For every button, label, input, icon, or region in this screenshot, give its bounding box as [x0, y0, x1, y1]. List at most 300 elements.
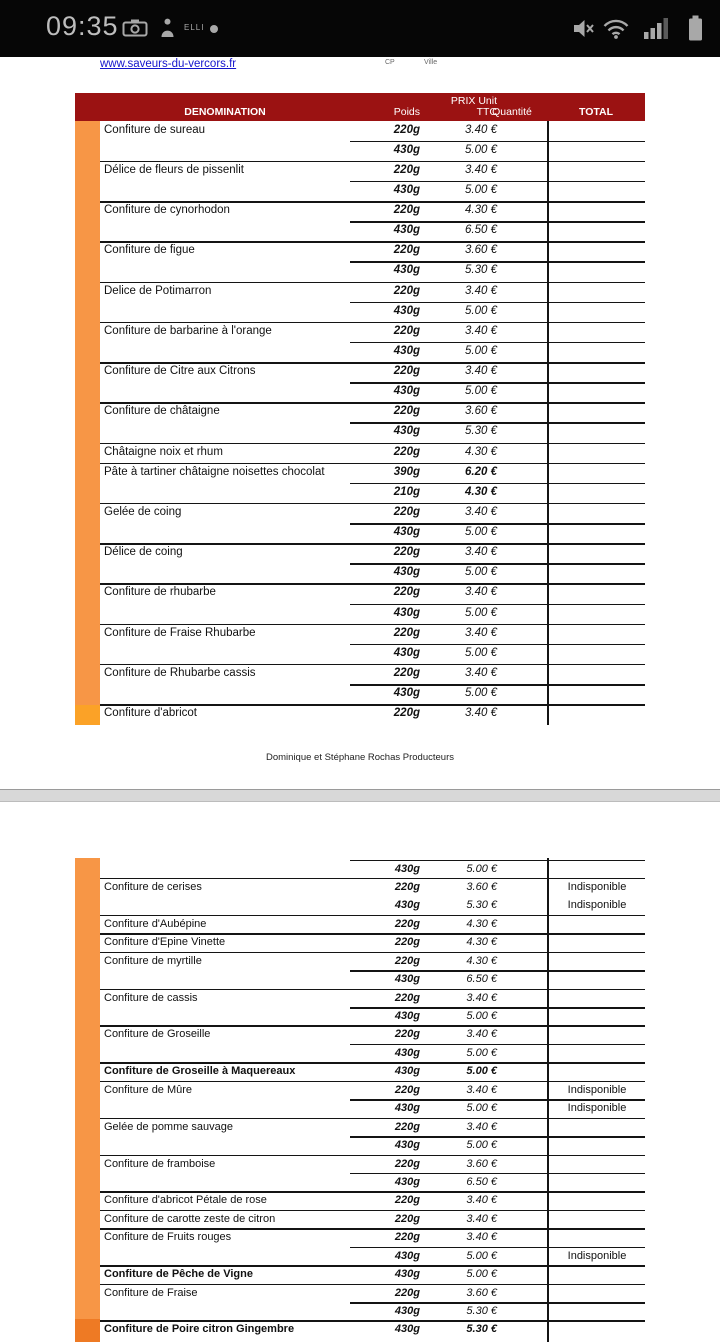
- weight-cell: 220g: [393, 445, 420, 458]
- table-body: [75, 860, 645, 1339]
- weight-cell: 430g: [393, 566, 420, 579]
- unit-price-cell: 3.40 €: [465, 284, 497, 297]
- product-name-cell: Confiture d'Aubépine: [104, 917, 207, 930]
- total-cell: [552, 1026, 642, 1029]
- unit-price-cell: 3.40 €: [466, 1231, 497, 1244]
- table-row: [75, 282, 645, 302]
- unit-price-cell: 5.00 €: [466, 1046, 497, 1059]
- table-row: [75, 161, 645, 181]
- weight-cell: 430g: [394, 862, 420, 875]
- table-row: [75, 664, 645, 684]
- unit-price-cell: 3.40 €: [465, 324, 497, 337]
- total-cell: [552, 443, 642, 446]
- weight-cell: 430g: [393, 304, 420, 317]
- weight-cell: 220g: [393, 163, 420, 176]
- person-icon: [160, 18, 175, 42]
- unit-price-cell: 4.30 €: [466, 936, 497, 949]
- header-total: TOTAL: [578, 106, 614, 118]
- product-name-cell: Confiture de Fraise Rhubarbe: [104, 626, 256, 639]
- total-cell: [552, 483, 642, 486]
- unit-price-cell: 3.40 €: [466, 1120, 497, 1133]
- unit-price-cell: 3.60 €: [466, 1157, 497, 1170]
- product-name-cell: Confiture de rhubarbe: [104, 586, 216, 599]
- weight-cell: 220g: [393, 505, 420, 518]
- product-name-cell: Confiture de Groseille à Maquereaux: [104, 1065, 296, 1078]
- unit-price-cell: 5.00 €: [465, 606, 497, 619]
- unit-price-cell: 5.00 €: [465, 344, 497, 357]
- unit-price-cell: 5.00 €: [465, 566, 497, 579]
- unit-price-cell: 3.40 €: [465, 123, 497, 136]
- product-name-cell: Confiture d'abricot Pétale de rose: [104, 1194, 267, 1207]
- table-row: [75, 915, 645, 933]
- table-row: [75, 644, 645, 664]
- weight-cell: 220g: [394, 1028, 420, 1041]
- unit-price-cell: 3.40 €: [466, 1194, 497, 1207]
- unit-price-cell: 5.00 €: [466, 1139, 497, 1152]
- table-row: [75, 989, 645, 1007]
- total-cell: [552, 1155, 642, 1158]
- total-cell: [552, 1229, 642, 1232]
- weight-cell: 220g: [394, 1120, 420, 1133]
- sound-muted-icon: [572, 18, 595, 44]
- table-row: [75, 403, 645, 423]
- table-header: [75, 93, 645, 121]
- weight-cell: 430g: [394, 1305, 420, 1317]
- unit-price-cell: 5.00 €: [465, 304, 497, 317]
- table-row: [75, 878, 645, 896]
- unit-price-cell: 5.00 €: [465, 183, 497, 196]
- table-row: [75, 1192, 645, 1210]
- weight-cell: 430g: [394, 1102, 420, 1115]
- product-name-cell: Confiture de Groseille: [104, 1028, 211, 1041]
- unit-price-cell: 5.30 €: [466, 1323, 497, 1336]
- table-row: [75, 624, 645, 644]
- product-name-cell: [104, 1173, 354, 1176]
- total-cell: [552, 685, 642, 688]
- weight-cell: 430g: [394, 1323, 420, 1336]
- table-row: [75, 1247, 645, 1265]
- weight-cell: 430g: [393, 344, 420, 357]
- weight-cell: 220g: [393, 204, 420, 216]
- table-row: [75, 971, 645, 989]
- notification-dot: [210, 25, 218, 33]
- weight-cell: 220g: [393, 123, 420, 136]
- total-cell: [552, 1008, 642, 1011]
- total-cell: [552, 1063, 642, 1066]
- table-row: [75, 1303, 645, 1321]
- table-row: [75, 1137, 645, 1155]
- table-row: [75, 524, 645, 544]
- unit-price-cell: 3.40 €: [465, 707, 497, 720]
- total-cell: [552, 1137, 642, 1140]
- weight-cell: 430g: [394, 1046, 420, 1059]
- unit-price-cell: 3.40 €: [465, 163, 497, 176]
- product-name-cell: [104, 604, 354, 607]
- table-row: [75, 860, 645, 878]
- unit-price-cell: 3.40 €: [465, 546, 497, 559]
- table-row: [75, 262, 645, 282]
- table-row: [75, 1173, 645, 1191]
- total-cell: [552, 202, 642, 205]
- unit-price-cell: 4.30 €: [466, 917, 497, 930]
- total-cell: [552, 141, 642, 144]
- table-row: [75, 1266, 645, 1284]
- table-row: [75, 1063, 645, 1081]
- total-cell: [552, 524, 642, 527]
- unit-price-cell: 5.00 €: [465, 526, 497, 538]
- total-cell: [552, 383, 642, 386]
- battery-icon: [688, 15, 703, 46]
- clock: 09:35: [46, 11, 119, 41]
- product-name-cell: Confiture d'abricot: [104, 707, 197, 720]
- weight-cell: 430g: [393, 526, 420, 538]
- unit-price-cell: 3.60 €: [466, 880, 497, 893]
- total-cell: [552, 1118, 642, 1121]
- unit-price-cell: 6.50 €: [465, 224, 497, 237]
- product-name-cell: Confiture de Pêche de Vigne: [104, 1268, 253, 1281]
- weight-cell: 430g: [394, 1268, 420, 1281]
- table-row: [75, 463, 645, 483]
- total-cell: [552, 1266, 642, 1269]
- table-row: [75, 1155, 645, 1173]
- product-name-cell: [104, 897, 354, 900]
- total-cell: [552, 342, 642, 345]
- weight-cell: 220g: [394, 1194, 420, 1207]
- page-separator: [0, 789, 720, 802]
- unit-price-cell: 5.00 €: [465, 687, 497, 699]
- total-cell: Indisponible: [567, 899, 627, 912]
- table-row: [75, 242, 645, 262]
- product-name-cell: [104, 644, 354, 647]
- product-name-cell: Délice de coing: [104, 546, 183, 559]
- camera-icon: [122, 19, 148, 42]
- table-row: [75, 934, 645, 952]
- table-row: [75, 1321, 645, 1339]
- weight-cell: 220g: [393, 405, 420, 418]
- product-name-cell: Confiture de Fraise: [104, 1286, 198, 1299]
- product-name-cell: Delice de Potimarron: [104, 284, 212, 297]
- weight-cell: 220g: [393, 586, 420, 599]
- ville-label: Ville: [424, 59, 438, 66]
- total-cell: [552, 705, 642, 708]
- product-name-cell: [104, 222, 354, 225]
- total-cell: [552, 1192, 642, 1195]
- table-row: [75, 423, 645, 443]
- total-cell: [552, 584, 642, 587]
- weight-cell: 430g: [394, 1065, 420, 1078]
- total-cell: [552, 222, 642, 225]
- product-name-cell: Confiture de cassis: [104, 991, 198, 1004]
- table-row: [75, 1284, 645, 1302]
- table-row: [75, 897, 645, 915]
- table-row: [75, 952, 645, 970]
- unit-price-cell: 6.20 €: [465, 465, 497, 478]
- unit-price-cell: 6.50 €: [466, 973, 497, 986]
- table-row: [75, 302, 645, 322]
- total-cell: [552, 644, 642, 647]
- weight-cell: 220g: [394, 1083, 420, 1096]
- weight-cell: 430g: [394, 899, 420, 912]
- total-cell: Indisponible: [567, 880, 627, 893]
- cp-label: CP: [385, 59, 395, 66]
- product-name-cell: [104, 524, 354, 527]
- total-cell: [552, 262, 642, 265]
- weight-cell: 220g: [394, 1286, 420, 1299]
- table-row: [75, 1100, 645, 1118]
- weight-cell: 220g: [394, 954, 420, 967]
- unit-price-cell: 3.40 €: [466, 1083, 497, 1096]
- unit-price-cell: 5.00 €: [466, 862, 497, 875]
- total-cell: [552, 161, 642, 164]
- product-name-cell: [104, 971, 354, 974]
- unit-price-cell: 5.00 €: [465, 385, 497, 398]
- total-cell: [552, 989, 642, 992]
- product-name-cell: Confiture de Rhubarbe cassis: [104, 666, 256, 679]
- table-row: [75, 1229, 645, 1247]
- total-cell: [552, 564, 642, 567]
- weight-cell: 430g: [393, 143, 420, 156]
- signal-icon: [644, 17, 670, 44]
- weight-cell: 430g: [393, 646, 420, 659]
- unit-price-cell: 4.30 €: [465, 485, 497, 498]
- unit-price-cell: 5.30 €: [466, 899, 497, 912]
- unit-price-cell: 4.30 €: [465, 445, 497, 458]
- product-name-cell: [104, 141, 354, 144]
- product-name-cell: Confiture de framboise: [104, 1157, 216, 1170]
- product-name-cell: Confiture de sureau: [104, 123, 206, 136]
- header-poids: Poids: [393, 106, 420, 118]
- total-cell: [552, 1321, 642, 1324]
- unit-price-cell: 5.30 €: [465, 264, 497, 277]
- product-name-cell: Confiture de figue: [104, 244, 195, 257]
- product-name-cell: Châtaigne noix et rhum: [104, 445, 223, 458]
- wifi-icon: [602, 18, 630, 44]
- table-row: [75, 685, 645, 705]
- table-row: [75, 202, 645, 222]
- table-row: [75, 1026, 645, 1044]
- weight-cell: 220g: [393, 707, 420, 720]
- total-cell: [552, 302, 642, 305]
- total-cell: [552, 934, 642, 937]
- unit-price-cell: 4.30 €: [465, 204, 497, 216]
- table-body: [75, 121, 645, 725]
- table-row: [75, 1081, 645, 1099]
- table-row: [75, 503, 645, 523]
- total-cell: Indisponible: [567, 1083, 627, 1096]
- product-name-cell: [104, 1044, 354, 1047]
- weight-cell: 430g: [393, 425, 420, 438]
- total-cell: Indisponible: [567, 1249, 627, 1262]
- weight-cell: 430g: [393, 687, 420, 699]
- table-row: [75, 705, 645, 725]
- notification-text: ELLI: [184, 23, 205, 32]
- product-name-cell: Confiture de Citre aux Citrons: [104, 365, 256, 377]
- product-name-cell: Gelée de pomme sauvage: [104, 1120, 234, 1133]
- unit-price-cell: 3.60 €: [465, 405, 497, 418]
- table-row: [75, 1118, 645, 1136]
- unit-price-cell: 5.00 €: [465, 143, 497, 156]
- status-bar: [0, 0, 720, 57]
- table-row: [75, 383, 645, 403]
- unit-price-cell: 3.40 €: [465, 505, 497, 518]
- weight-cell: 220g: [394, 936, 420, 949]
- product-name-cell: [104, 342, 354, 345]
- product-name-cell: [104, 302, 354, 305]
- weight-cell: 430g: [394, 973, 420, 986]
- total-cell: [552, 1210, 642, 1213]
- table-row: [75, 322, 645, 342]
- header-quantite: Quantité: [492, 106, 532, 118]
- weight-cell: 220g: [393, 546, 420, 559]
- unit-price-cell: 3.40 €: [465, 586, 497, 599]
- product-name-cell: [104, 860, 354, 863]
- price-table-page-1: [75, 93, 645, 725]
- unit-price-cell: 3.40 €: [465, 626, 497, 639]
- product-name-cell: [104, 181, 354, 184]
- product-name-cell: [104, 423, 354, 426]
- weight-cell: 220g: [394, 917, 420, 930]
- unit-price-cell: 5.00 €: [466, 1102, 497, 1115]
- total-cell: [552, 1044, 642, 1047]
- total-cell: [552, 181, 642, 184]
- weight-cell: 430g: [393, 224, 420, 237]
- product-name-cell: [104, 1137, 354, 1140]
- total-cell: [552, 282, 642, 285]
- weight-cell: 430g: [394, 1139, 420, 1152]
- product-name-cell: [104, 1247, 354, 1250]
- weight-cell: 430g: [394, 1175, 420, 1188]
- total-cell: [552, 403, 642, 406]
- product-name-cell: Pâte à tartiner châtaigne noisettes chocolat: [104, 465, 325, 478]
- unit-price-cell: 5.00 €: [466, 1268, 497, 1281]
- table-row: [75, 1008, 645, 1026]
- total-cell: [552, 915, 642, 918]
- table-row: [75, 141, 645, 161]
- weight-cell: 220g: [394, 1231, 420, 1244]
- website-link[interactable]: www.saveurs-du-vercors.fr: [100, 58, 237, 70]
- unit-price-cell: 3.40 €: [465, 666, 497, 679]
- unit-price-cell: 3.40 €: [466, 991, 497, 1004]
- unit-price-cell: 5.00 €: [465, 646, 497, 659]
- table-row: [75, 181, 645, 201]
- weight-cell: 220g: [393, 666, 420, 679]
- weight-cell: 430g: [394, 1249, 420, 1262]
- table-row: [75, 564, 645, 584]
- unit-price-cell: 4.30 €: [466, 954, 497, 967]
- total-cell: [552, 503, 642, 506]
- header-ttc: TTC: [476, 106, 497, 118]
- total-cell: [552, 624, 642, 627]
- product-name-cell: [104, 1100, 354, 1103]
- product-name-cell: Gelée de coing: [104, 505, 182, 518]
- product-name-cell: [104, 383, 354, 386]
- total-cell: [552, 664, 642, 667]
- total-cell: [552, 952, 642, 955]
- document-viewport[interactable]: [0, 57, 720, 1342]
- weight-cell: 220g: [394, 991, 420, 1004]
- total-cell: [552, 604, 642, 607]
- total-cell: Indisponible: [567, 1102, 627, 1115]
- table-row: [75, 1210, 645, 1228]
- product-name-cell: Délice de fleurs de pissenlit: [104, 163, 244, 176]
- product-name-cell: Confiture de Mûre: [104, 1083, 193, 1096]
- weight-cell: 430g: [394, 1010, 420, 1022]
- unit-price-cell: 3.60 €: [465, 244, 497, 257]
- unit-price-cell: 3.60 €: [466, 1286, 497, 1299]
- product-name-cell: Confiture de cynorhodon: [104, 204, 230, 216]
- producer-footer: Dominique et Stéphane Rochas Producteurs: [265, 752, 454, 763]
- table-row: [75, 363, 645, 383]
- weight-cell: 220g: [394, 1157, 420, 1170]
- total-cell: [552, 121, 642, 124]
- total-cell: [552, 322, 642, 325]
- table-row: [75, 604, 645, 624]
- weight-cell: 220g: [394, 880, 420, 893]
- total-cell: [552, 242, 642, 245]
- product-name-cell: [104, 1008, 354, 1011]
- header-prix-unit: PRIX Unit: [450, 95, 497, 107]
- product-name-cell: Confiture de Fruits rouges: [104, 1231, 232, 1244]
- product-name-cell: Confiture d'Epine Vinette: [104, 936, 226, 949]
- weight-cell: 430g: [393, 606, 420, 619]
- table-row: [75, 121, 645, 141]
- weight-cell: 220g: [393, 244, 420, 257]
- header-denomination: DENOMINATION: [184, 106, 266, 118]
- product-name-cell: [104, 564, 354, 567]
- product-name-cell: [104, 1303, 354, 1306]
- weight-cell: 430g: [393, 183, 420, 196]
- table-row: [75, 1044, 645, 1062]
- unit-price-cell: 5.00 €: [466, 1065, 497, 1078]
- product-name-cell: Confiture de châtaigne: [104, 405, 220, 418]
- unit-price-cell: 3.40 €: [466, 1212, 497, 1225]
- total-cell: [552, 363, 642, 366]
- table-row: [75, 584, 645, 604]
- product-name-cell: Confiture de barbarine à l'orange: [104, 324, 272, 337]
- table-row: [75, 544, 645, 564]
- weight-cell: 210g: [393, 485, 420, 498]
- weight-cell: 220g: [393, 365, 420, 377]
- total-cell: [552, 971, 642, 974]
- product-name-cell: [104, 685, 354, 688]
- product-name-cell: [104, 262, 354, 265]
- unit-price-cell: 5.00 €: [466, 1249, 497, 1262]
- table-row: [75, 483, 645, 503]
- unit-price-cell: 5.00 €: [466, 1010, 497, 1022]
- product-name-cell: Confiture de carotte zeste de citron: [104, 1212, 276, 1225]
- unit-price-cell: 5.30 €: [465, 425, 497, 438]
- table-row: [75, 222, 645, 242]
- weight-cell: 430g: [393, 264, 420, 277]
- total-cell: [552, 860, 642, 863]
- product-name-cell: Confiture de myrtille: [104, 954, 202, 967]
- total-cell: [552, 1173, 642, 1176]
- weight-cell: 430g: [393, 385, 420, 398]
- total-cell: [552, 1284, 642, 1287]
- unit-price-cell: 5.30 €: [466, 1305, 497, 1317]
- weight-cell: 220g: [393, 284, 420, 297]
- price-table-page-2: [75, 858, 645, 1342]
- unit-price-cell: 3.40 €: [466, 1028, 497, 1041]
- unit-price-cell: 3.40 €: [465, 365, 497, 377]
- product-name-cell: [104, 483, 354, 486]
- product-name-cell: Confiture de Poire citron Gingembre: [104, 1323, 295, 1336]
- table-row: [75, 342, 645, 362]
- weight-cell: 220g: [393, 626, 420, 639]
- weight-cell: 220g: [393, 324, 420, 337]
- total-cell: [552, 463, 642, 466]
- table-row: [75, 443, 645, 463]
